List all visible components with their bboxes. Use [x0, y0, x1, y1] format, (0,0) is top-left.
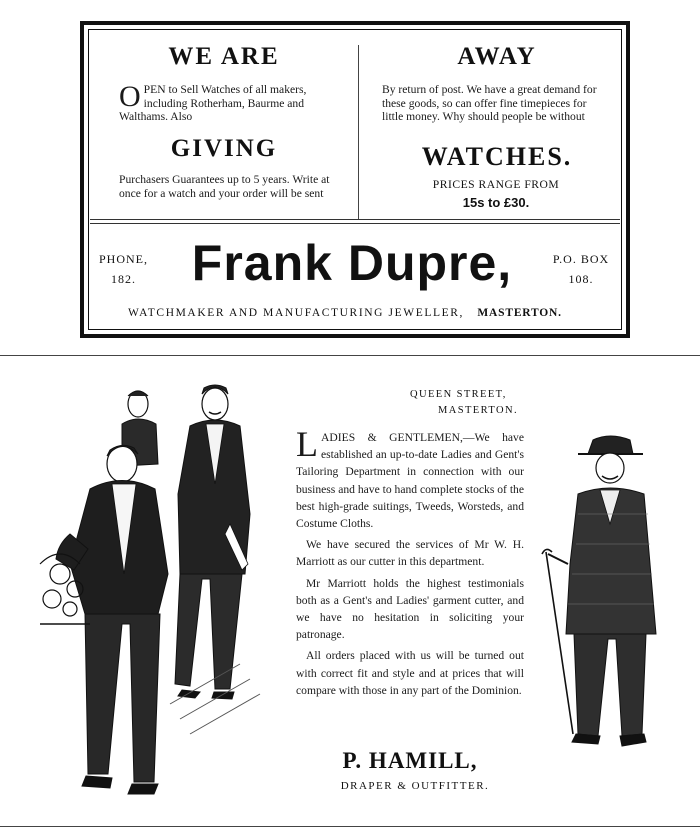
drop-cap: O: [119, 80, 141, 113]
phone-label: PHONE,: [98, 252, 148, 266]
right-figure: [175, 385, 250, 699]
address-street: QUEEN STREET,: [410, 389, 507, 400]
paragraph-intro: LADIES & GENTLEMEN,—We have established an up-to-date Ladies and Gent's Tailoring Department in connection with our business and have to hand complete stocks of the best high-grade suitings, Tweeds, Worsteds, and Costume Cloths.: [296, 424, 524, 531]
address-town: MASTERTON.: [438, 405, 518, 416]
drop-cap: L: [296, 424, 318, 464]
town: MASTERTON.: [477, 307, 562, 319]
headline-giving: GIVING: [170, 135, 278, 162]
paragraph-cutter: We have secured the services of Mr W. H. Marriott as our cutter in this department.: [296, 538, 524, 569]
guarantee-paragraph: Purchasers Guarantees up to 5 years. Write at once for a watch and your order will be sent: [119, 173, 330, 200]
intro-paragraph: OPEN to Sell Watches of all makers, including Rotherham, Baurme and Walthams. Also: [119, 80, 307, 123]
page-divider-bottom: [0, 826, 700, 827]
section-rule: [90, 223, 620, 224]
post-paragraph: By return of post. We have a great demand for these goods, so can offer fine timepieces for little money. Why should people be without: [382, 83, 597, 123]
phone-number: 182.: [111, 272, 136, 286]
column-divider: [358, 45, 359, 220]
paragraph-orders: All orders placed with us will be turned out with correct fit and style and at prices that will compare with those in any part of the Dominion.: [296, 649, 524, 697]
headline-watches: WATCHES.: [421, 142, 573, 171]
section-rule: [90, 219, 620, 220]
business-name: P. HAMILL,: [342, 748, 478, 773]
trade-line: DRAPER & OUTFITTER.: [340, 780, 490, 792]
front-figure: [56, 445, 168, 794]
hamill-copy: [296, 424, 524, 703]
headline-away: AWAY: [457, 43, 537, 70]
po-box-label: P.O. BOX: [552, 252, 610, 266]
po-box-number: 108.: [568, 272, 594, 286]
business-name: Frank Dupre,: [191, 235, 513, 291]
overcoat-man-illustration: [538, 434, 688, 764]
trade-line: WATCHMAKER AND MANUFACTURING JEWELLER, MASTERTON.: [128, 307, 562, 319]
dupre-advert: [80, 21, 630, 338]
prices-label: PRICES RANGE FROM: [432, 178, 560, 191]
headline-we-are: WE ARE: [168, 43, 280, 70]
hamill-advert: [0, 356, 700, 826]
gentlemen-illustration: [30, 374, 270, 814]
prices-amount: 15s to £30.: [462, 195, 530, 210]
paragraph-testimonials: Mr Marriott holds the highest testimonials both as a Gent's and Ladies' garment cutter, and we have no hesitation in soliciting your patronage.: [296, 576, 524, 642]
